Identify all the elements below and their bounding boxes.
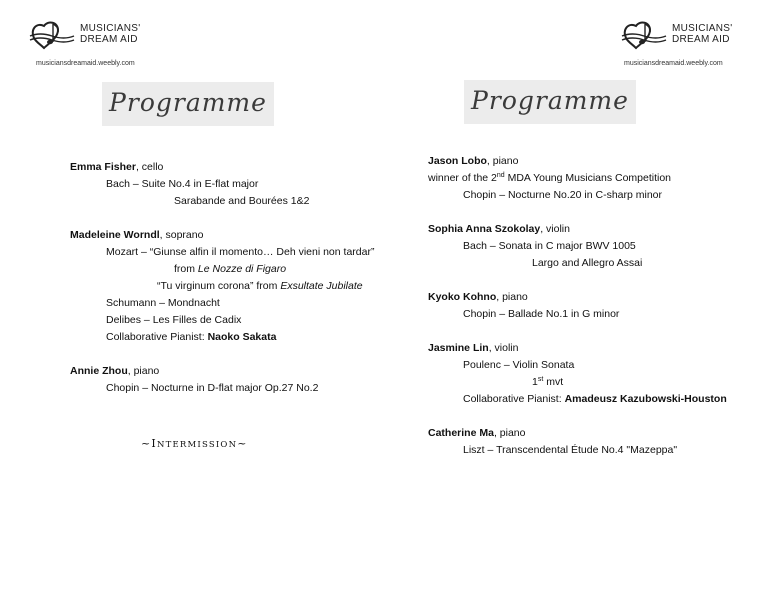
logo-line1: MUSICIANS' (80, 23, 141, 34)
piece-worndl-1-source: from Le Nozze di Figaro (174, 263, 287, 275)
piece-ma: Liszt – Transcendental Étude No.4 "Mazeppa" (463, 444, 678, 456)
piece-kohno: Chopin – Ballade No.1 in G minor (463, 308, 620, 320)
collaborator-worndl: Collaborative Pianist: Naoko Sakata (106, 331, 277, 343)
piece-worndl-1: Mozart – “Giunse alfin il momento… Deh vieni non tardar” (106, 246, 375, 258)
performer-lin: Jasmine Lin, violin (428, 342, 519, 354)
programme-text: Programme (471, 86, 629, 115)
performer-zhou: Annie Zhou, piano (70, 365, 160, 377)
intermission: ~INTERMISSION~ (141, 437, 248, 450)
piece-zhou: Chopin – Nocturne in D-flat major Op.27 No.2 (106, 382, 319, 394)
performer-worndl: Madeleine Worndl, soprano (70, 229, 204, 241)
performer-ma: Catherine Ma, piano (428, 427, 526, 439)
logo-line1: MUSICIANS' (672, 23, 733, 34)
piece-worndl-3: Schumann – Mondnacht (106, 297, 220, 309)
performer-fisher: Emma Fisher, cello (70, 161, 164, 173)
music-heart-logo-icon (620, 18, 670, 52)
piece-worndl-4: Delibes – Les Filles de Cadix (106, 314, 242, 326)
logo-line2: DREAM AID (672, 34, 730, 45)
programme-heading-right (464, 80, 636, 124)
programme-text: Programme (109, 88, 267, 117)
performer-lobo: Jason Lobo, piano (428, 155, 519, 167)
website-url-left: musiciansdreamaid.weebly.com (36, 60, 135, 67)
programme-heading-left (102, 82, 274, 126)
performer-szokolay: Sophia Anna Szokolay, violin (428, 223, 570, 235)
movement-fisher: Sarabande and Bourées 1&2 (174, 195, 310, 207)
logo-text (672, 23, 732, 45)
movement-szokolay: Largo and Allegro Assai (532, 257, 643, 269)
award-lobo: winner of the 2nd MDA Young Musicians Competition (428, 172, 672, 184)
website-url-right: musiciansdreamaid.weebly.com (624, 60, 723, 67)
piece-szokolay: Bach – Sonata in C major BWV 1005 (463, 240, 636, 252)
music-heart-logo-icon (28, 18, 78, 52)
logo-line2: DREAM AID (80, 34, 138, 45)
logo-text (80, 23, 140, 45)
piece-worndl-2: “Tu virginum corona” from Exsultate Jubilate (157, 280, 363, 292)
piece-fisher: Bach – Suite No.4 in E-flat major (106, 178, 259, 190)
movement-lin: 1st mvt (532, 376, 564, 388)
piece-lin: Poulenc – Violin Sonata (463, 359, 575, 371)
performer-kohno: Kyoko Kohno, piano (428, 291, 528, 303)
piece-lobo: Chopin – Nocturne No.20 in C-sharp minor (463, 189, 663, 201)
collaborator-lin: Collaborative Pianist: Amadeusz Kazubowski-Houston (463, 393, 727, 405)
